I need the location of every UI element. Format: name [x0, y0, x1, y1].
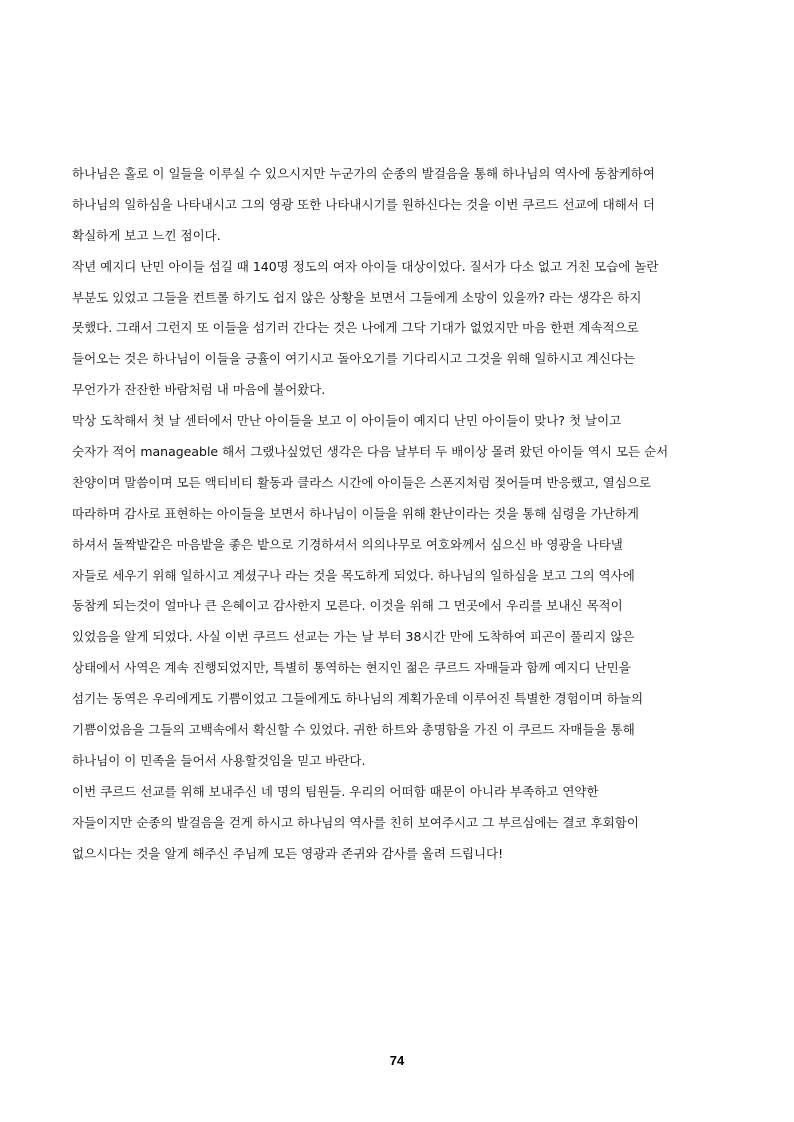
text-line: 이번 쿠르드 선교를 위해 보내주신 네 명의 팀원들. 우리의 어떠함 때문이 아니라 부족하고 연약한: [72, 783, 599, 799]
page-number: 74: [389, 1053, 405, 1068]
text-line: 자들로 세우기 위해 일하시고 계셨구나 라는 것을 목도하게 되었다. 하나님의 일하심을 보고 그의 역사에: [72, 567, 635, 583]
text-line: 막상 도착해서 첫 날 센터에서 만난 아이들을 보고 이 아이들이 예지디 난민 아이들이 맞나? 첫 날이고: [72, 413, 622, 429]
text-line: 하나님은 홀로 이 일들을 이루실 수 있으시지만 누군가의 순종의 발걸음을 통해 하나님의 역사에 동참케하여: [72, 166, 655, 181]
text-line: 자들이지만 순종의 발걸음을 걷게 하시고 하나님의 역사를 친히 보여주시고 그 부르심에는 결코 후회함이: [72, 814, 639, 830]
text-line: 있었음을 알게 되었다. 사실 이번 쿠르드 선교는 가는 날 부터 38시간 만에 도착하여 피곤이 풀리지 않은: [72, 629, 635, 645]
text-line: 확실하게 보고 느낀 점이다.: [72, 227, 221, 243]
text-line: 섬기는 동역은 우리에게도 기쁨이었고 그들에게도 하나님의 계획가운데 이루어진 특별한 경험이며 하늘의: [72, 691, 644, 707]
text-line: 하셔서 돌짝밭같은 마음밭을 좋은 밭으로 기경하셔서 의의나무로 여호와께서 심으신 바 영광을 나타낼: [72, 536, 623, 552]
text-line: 따라하며 감사로 표현하는 아이들을 보면서 하나님이 이들을 위해 환난이라는 것을 통해 심령을 가난하게: [72, 505, 639, 521]
text-line: 숫자가 적어 manageable 해서 그랬나싶었던 생각은 다음 날부터 두 배이상 몰려 왔던 아이들 역시 모든 순서: [72, 444, 669, 460]
text-line: 무언가가 잔잔한 바람처럼 내 마음에 불어왔다.: [72, 382, 326, 398]
text-line: 부분도 있었고 그들을 컨트롤 하기도 쉽지 않은 상황을 보면서 그들에게 소망이 있을까? 라는 생각은 하지: [72, 289, 642, 305]
text-line: 찬양이며 말씀이며 모든 액티비티 활동과 클라스 시간에 아이들은 스폰지처럼 젖어들며 반응했고, 열심으로: [72, 474, 651, 490]
text-line: 작년 예지디 난민 아이들 섬길 때 140명 정도의 여자 아이들 대상이었다. 질서가 다소 없고 거친 모습에 놀란: [72, 258, 659, 274]
text-line: 기쁨이었음을 그들의 고백속에서 확신할 수 있었다. 귀한 하트와 총명함을 가진 이 쿠르드 자매들을 통해: [72, 722, 635, 738]
text-line: 하나님의 일하심을 나타내시고 그의 영광 또한 나타내시기를 원하신다는 것을 이번 쿠르드 선교에 대해서 더: [72, 196, 655, 212]
body-text: [72, 159, 732, 869]
text-line: 못했다. 그래서 그런지 또 이들을 섬기러 간다는 것은 나에게 그닥 기대가 없었지만 마음 한편 계속적으로: [72, 320, 639, 336]
text-line: 상태에서 사역은 계속 진행되었지만, 특별히 통역하는 현지인 젊은 쿠르드 자매들과 함께 예지디 난민을: [72, 660, 631, 676]
text-line: 없으시다는 것을 알게 해주신 주님께 모든 영광과 존귀와 감사를 올려 드립니다!: [72, 845, 504, 861]
text-line: 하나님이 이 민족을 들어서 사용할것임을 믿고 바란다.: [72, 752, 366, 768]
text-line: 들어오는 것은 하나님이 이들을 긍휼이 여기시고 돌아오기를 기다리시고 그것을 위해 일하시고 계신다는: [72, 351, 635, 367]
text-line: 동참케 되는것이 얼마나 큰 은혜이고 감사한지 모른다. 이것을 위해 그 먼곳에서 우리를 보내신 목적이: [72, 598, 623, 614]
